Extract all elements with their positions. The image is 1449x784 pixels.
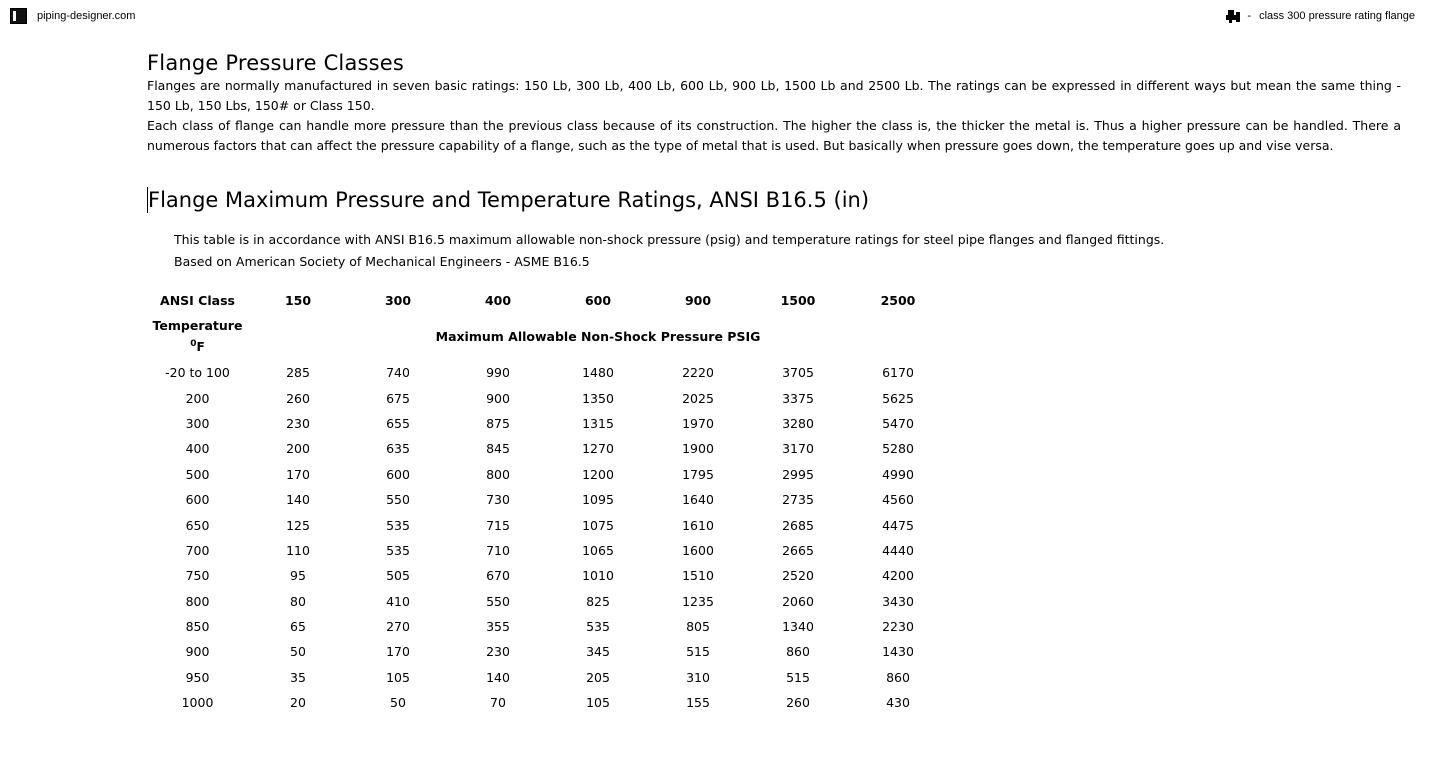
pressure-cell: 2995: [782, 466, 814, 482]
table-note-standard: This table is in accordance with ANSI B16.5 maximum allowable non-shock pressure (psig) and temperature ratings for steel pipe flanges and flanged fittings.: [174, 232, 1165, 247]
tab-favicon-icon: [1225, 9, 1241, 23]
pressure-cell: 505: [386, 568, 410, 584]
pressure-cell: 1235: [682, 593, 714, 609]
temperature-cell: 500: [185, 466, 210, 482]
pressure-cell: 550: [386, 492, 410, 508]
pressure-cell: 2665: [782, 542, 814, 558]
table-row: [147, 487, 948, 512]
pressure-cell: 2025: [682, 390, 714, 406]
table-row: [147, 639, 948, 664]
pressure-cell: 105: [386, 669, 410, 685]
temperature-unit-sup: 0: [190, 339, 197, 349]
header-temperature: [147, 313, 248, 360]
pressure-cell: 740: [386, 365, 410, 381]
pressure-cell: 515: [786, 669, 810, 685]
pressure-cell: 430: [886, 695, 910, 711]
pressure-cell: 515: [686, 644, 710, 660]
temperature-cell: 800: [185, 593, 210, 609]
pressure-cell: 715: [486, 517, 510, 533]
pressure-cell: 535: [386, 517, 410, 533]
pressure-cell: 1900: [682, 441, 714, 457]
pressure-cell: 860: [886, 669, 910, 685]
header-class-300: 300: [384, 292, 412, 308]
pressure-cell: 1610: [682, 517, 714, 533]
header-max-pressure: Maximum Allowable Non-Shock Pressure PSIG: [435, 328, 761, 344]
pressure-cell: 3280: [782, 415, 814, 431]
pressure-cell: 600: [386, 466, 410, 482]
pressure-cell: 2520: [782, 568, 814, 584]
pressure-cell: 125: [286, 517, 310, 533]
main-content: [147, 50, 1401, 715]
pressure-cell: 1600: [682, 542, 714, 558]
temperature-unit: [190, 340, 204, 354]
pressure-cell: 550: [486, 593, 510, 609]
pressure-cell: 4440: [882, 542, 914, 558]
pressure-cell: 170: [286, 466, 310, 482]
browser-header: [0, 0, 1449, 34]
pressure-cell: 140: [486, 669, 510, 685]
temperature-cell: 700: [185, 542, 210, 558]
pressure-cell: 2735: [782, 492, 814, 508]
pressure-cell: 80: [290, 593, 306, 609]
pressure-cell: 2220: [682, 365, 714, 381]
pressure-cell: 4475: [882, 517, 914, 533]
pressure-cell: 2685: [782, 517, 814, 533]
pressure-cell: 1350: [582, 390, 614, 406]
pressure-cell: 1075: [582, 517, 614, 533]
table-row: [147, 614, 948, 639]
pressure-cell: 990: [486, 365, 510, 381]
pressure-cell: 860: [786, 644, 810, 660]
temperature-cell: -20 to 100: [165, 365, 230, 381]
pressure-cell: 95: [290, 568, 306, 584]
header-class-2500: 2500: [880, 292, 916, 308]
pressure-cell: 635: [386, 441, 410, 457]
temperature-cell: 400: [185, 441, 210, 457]
pressure-cell: 1010: [582, 568, 614, 584]
pressure-cell: 50: [290, 644, 306, 660]
pressure-cell: 140: [286, 492, 310, 508]
pressure-cell: 3705: [782, 365, 814, 381]
pressure-cell: 230: [486, 644, 510, 660]
temperature-label: Temperature: [152, 318, 243, 333]
header-class-600: 600: [584, 292, 612, 308]
table-row: [147, 690, 948, 715]
pressure-cell: 825: [586, 593, 610, 609]
pressure-cell: 3430: [882, 593, 914, 609]
temperature-cell: 1000: [181, 695, 214, 711]
temperature-cell: 650: [185, 517, 210, 533]
pressure-cell: 285: [286, 365, 310, 381]
pressure-cell: 655: [386, 415, 410, 431]
pressure-cell: 230: [286, 415, 310, 431]
pressure-cell: 1480: [582, 365, 614, 381]
pressure-cell: 270: [386, 619, 410, 635]
table-row: [147, 512, 948, 537]
pressure-cell: 3170: [782, 441, 814, 457]
table-body: [147, 360, 948, 715]
pressure-cell: 1065: [582, 542, 614, 558]
temperature-cell: 300: [185, 415, 210, 431]
pressure-cell: 900: [486, 390, 510, 406]
pressure-cell: 710: [486, 542, 510, 558]
pressure-cell: 65: [290, 619, 306, 635]
header-class-400: 400: [484, 292, 512, 308]
pressure-cell: 535: [386, 542, 410, 558]
pressure-cell: 535: [586, 619, 610, 635]
pressure-cell: 1340: [782, 619, 814, 635]
pressure-cell: 5625: [882, 390, 914, 406]
pressure-cell: 5280: [882, 441, 914, 457]
pressure-cell: 35: [290, 669, 306, 685]
pressure-cell: 70: [490, 695, 506, 711]
pressure-cell: 200: [286, 441, 310, 457]
table-row: [147, 360, 948, 385]
temperature-cell: 200: [185, 390, 210, 406]
pressure-cell: 110: [286, 542, 310, 558]
table-header-row: [147, 287, 948, 313]
pressure-cell: 170: [386, 644, 410, 660]
pressure-cell: 6170: [882, 365, 914, 381]
pressure-cell: 5470: [882, 415, 914, 431]
pressure-cell: 1200: [582, 466, 614, 482]
table-row: [147, 665, 948, 690]
pressure-cell: 260: [286, 390, 310, 406]
pressure-cell: 2060: [782, 593, 814, 609]
pressure-cell: 1510: [682, 568, 714, 584]
pressure-cell: 50: [390, 695, 406, 711]
page-title: Flange Pressure Classes: [147, 51, 405, 75]
pressure-rating-table: [147, 287, 948, 715]
pressure-cell: 4200: [882, 568, 914, 584]
header-class-150: 150: [284, 292, 312, 308]
temperature-cell: 900: [185, 644, 210, 660]
temperature-cell: 850: [185, 619, 210, 635]
tab-separator: -: [1247, 10, 1252, 22]
pressure-cell: 1270: [582, 441, 614, 457]
pressure-cell: 800: [486, 466, 510, 482]
table-row: [147, 538, 948, 563]
temperature-cell: 950: [185, 669, 210, 685]
site-logo-icon[interactable]: [10, 8, 27, 24]
header-ansi-class: ANSI Class: [160, 292, 235, 308]
ratings-heading: Flange Maximum Pressure and Temperature Ratings, ANSI B16.5 (in): [147, 187, 1401, 213]
table-note-source: Based on American Society of Mechanical Engineers - ASME B16.5: [174, 254, 590, 269]
intro-paragraph: Flanges are normally manufactured in seven basic ratings: 150 Lb, 300 Lb, 400 Lb, 600 Lb, 900 Lb, 1500 Lb and 2500 Lb. The ratings can be expressed in different ways but mean the same thing - 150 Lb, 150 Lbs, 150# or Class 150.: [147, 78, 1401, 113]
pressure-cell: 105: [586, 695, 610, 711]
pressure-cell: 805: [686, 619, 710, 635]
table-row: [147, 385, 948, 410]
pressure-cell: 345: [586, 644, 610, 660]
pressure-cell: 410: [386, 593, 410, 609]
table-row: [147, 563, 948, 588]
class-explanation-paragraph: Each class of flange can handle more pressure than the previous class because of its construction. The higher the class is, the thicker the metal is. Thus a higher pressure can be handled. There a numerous factors that can affect the pressure capability of a flange, such as the type of metal that is used. But basically when pressure goes down, the temperature goes up and vise versa.: [147, 118, 1401, 153]
temperature-unit-letter: F: [196, 340, 205, 354]
site-name[interactable]: piping-designer.com: [37, 10, 136, 22]
table-subheader-row: [147, 313, 948, 360]
tab-title[interactable]: class 300 pressure rating flange: [1259, 10, 1415, 22]
pressure-cell: 670: [486, 568, 510, 584]
pressure-cell: 4990: [882, 466, 914, 482]
pressure-cell: 875: [486, 415, 510, 431]
pressure-cell: 1795: [682, 466, 714, 482]
header-class-1500: 1500: [780, 292, 816, 308]
pressure-cell: 260: [786, 695, 810, 711]
pressure-cell: 355: [486, 619, 510, 635]
pressure-cell: 3375: [782, 390, 814, 406]
temperature-cell: 750: [185, 568, 210, 584]
pressure-cell: 675: [386, 390, 410, 406]
pressure-cell: 1095: [582, 492, 614, 508]
pressure-cell: 845: [486, 441, 510, 457]
table-row: [147, 589, 948, 614]
temperature-cell: 600: [185, 492, 210, 508]
pressure-cell: 2230: [882, 619, 914, 635]
pressure-cell: 1970: [682, 415, 714, 431]
pressure-cell: 4560: [882, 492, 914, 508]
pressure-cell: 310: [686, 669, 710, 685]
tab-area: [1225, 6, 1415, 26]
header-class-900: 900: [684, 292, 712, 308]
pressure-cell: 1430: [882, 644, 914, 660]
pressure-cell: 1640: [682, 492, 714, 508]
pressure-cell: 155: [686, 695, 710, 711]
table-row: [147, 411, 948, 436]
table-row: [147, 462, 948, 487]
pressure-cell: 205: [586, 669, 610, 685]
pressure-cell: 730: [486, 492, 510, 508]
pressure-cell: 20: [290, 695, 306, 711]
pressure-cell: 1315: [582, 415, 614, 431]
table-row: [147, 436, 948, 461]
